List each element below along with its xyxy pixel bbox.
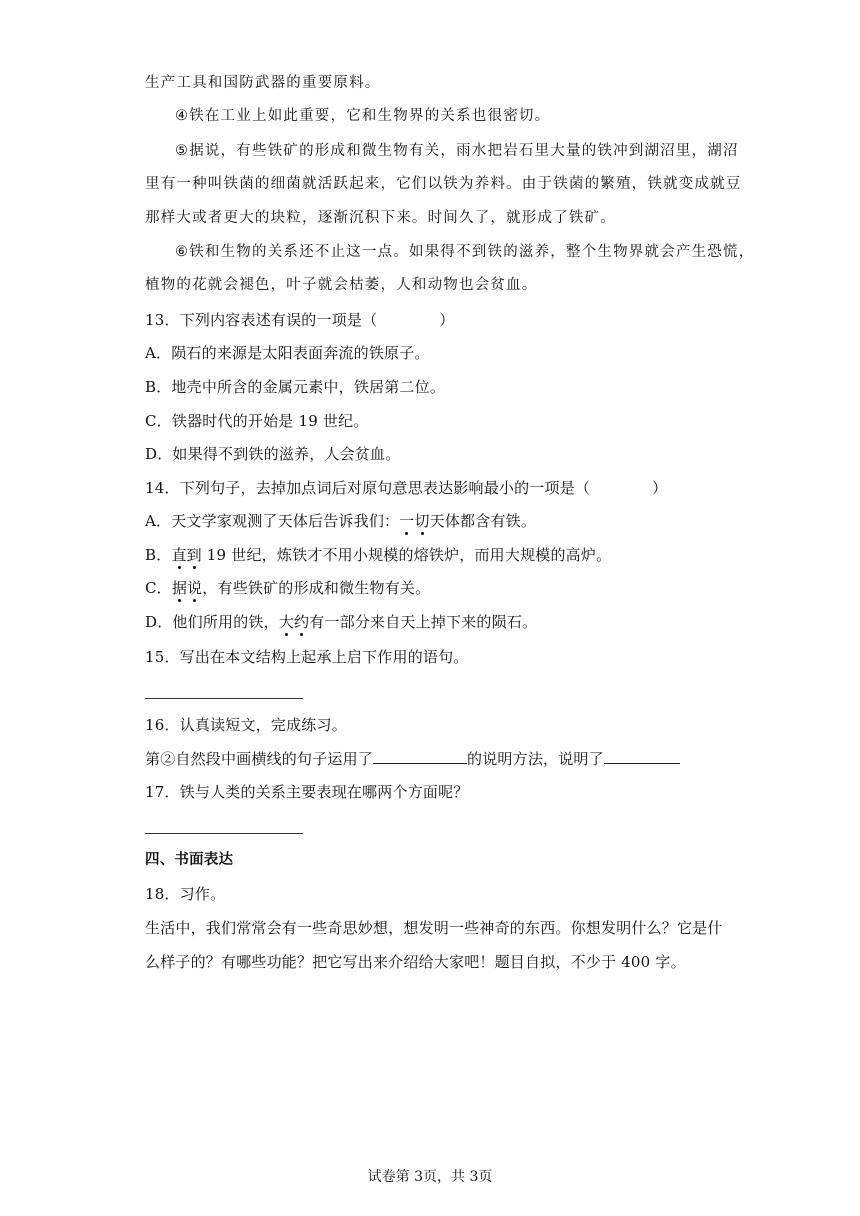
question-17-stem: 17．铁与人类的关系主要表现在哪两个方面呢？	[145, 783, 469, 801]
question-14-option-d	[145, 612, 537, 632]
question-13-stem	[145, 310, 455, 330]
question-14-option-b	[145, 545, 611, 565]
option-text: A．天文学家观测了天体后告诉我们：	[145, 512, 400, 530]
passage-paragraph-5-line-1: ⑤据说，有些铁矿的形成和微生物有关，雨水把岩石里大量的铁冲到湖沼里，湖沼	[175, 143, 739, 159]
option-label: B．	[145, 546, 172, 564]
dotted-word: 直	[171, 546, 187, 564]
option-text: D．他们所用的铁，	[145, 613, 279, 631]
fill-blank-explain[interactable]	[604, 749, 680, 764]
passage-paragraph-5-line-3: 那样大或者更大的块粒，逐渐沉积下来。时间久了，就形成了铁矿。	[145, 210, 616, 226]
dotted-word: 大	[278, 613, 295, 631]
question-13-option-a: A．陨石的来源是太阳表面奔流的铁原子。	[145, 344, 430, 362]
question-18-prompt-line-1: 生活中，我们常常会有一些奇思妙想，想发明一些神奇的东西。你想发明什么？它是什	[145, 919, 723, 937]
passage-paragraph-4: ④铁在工业上如此重要，它和生物界的关系也很密切。	[175, 108, 551, 124]
question-16-stem: 16．认真读短文，完成练习。	[145, 716, 347, 734]
dotted-word: 到	[186, 546, 202, 564]
option-text: 天体都含有铁。	[429, 512, 537, 530]
question-14-text: 14．下列句子，去掉加点词后对原句意思表达影响最小的一项是（	[145, 479, 591, 497]
fill-blank-method[interactable]	[373, 749, 467, 764]
question-14-stem	[145, 478, 667, 498]
section-heading: 四、书面表达	[145, 852, 234, 868]
dotted-word: 据	[171, 579, 188, 597]
question-15-answer-line[interactable]	[145, 698, 303, 699]
option-text: ，有些铁矿的形成和微生物有关。	[202, 579, 431, 597]
fill-text: 第②自然段中画横线的句子运用了	[145, 750, 374, 768]
option-label: C．	[145, 579, 172, 597]
passage-paragraph-6-line-1: ⑥铁和生物的关系还不止这一点。如果得不到铁的滋养，整个生物界就会产生恐慌，	[175, 244, 755, 260]
option-text: 有一部分来自天上掉下来的陨石。	[309, 613, 538, 631]
question-13-option-b: B．地壳中所含的金属元素中，铁居第二位。	[145, 378, 446, 396]
page-footer: 试卷第 3页，共 3页	[367, 1169, 493, 1185]
question-18-prompt-line-2: 么样子的？有哪些功能？把它写出来介绍给大家吧！题目自拟，不少于 400 字。	[145, 953, 686, 971]
question-16-fill-line	[145, 749, 680, 769]
fill-text: 的说明方法，说明了	[467, 750, 604, 768]
paren-close: ）	[652, 479, 668, 497]
passage-line-1: 生产工具和国防武器的重要原料。	[145, 75, 381, 91]
passage-paragraph-5-line-2: 里有一种叫铁菌的细菌就活跃起来，它们以铁为养料。由于铁菌的繁殖，铁就变成就豆	[145, 176, 742, 192]
question-13-text: 13．下列内容表述有误的一项是（	[145, 311, 378, 329]
question-13-option-c: C．铁器时代的开始是 19 世纪。	[145, 412, 369, 430]
option-text: 19 世纪，炼铁才不用小规模的熔铁炉，而用大规模的高炉。	[201, 546, 612, 564]
paren-close: ）	[439, 311, 455, 329]
dotted-word: 约	[294, 613, 310, 631]
dotted-word: 一	[399, 512, 415, 530]
question-15-stem: 15．写出在本文结构上起承上启下作用的语句。	[145, 648, 469, 666]
question-14-option-c	[145, 578, 430, 598]
dotted-word: 切	[414, 512, 430, 530]
passage-paragraph-6-line-2: 植物的花就会褪色，叶子就会枯萎，人和动物也会贫血。	[145, 277, 538, 293]
question-18-stem: 18．习作。	[145, 885, 226, 903]
dotted-word: 说	[187, 579, 203, 597]
question-13-option-d: D．如果得不到铁的滋养，人会贫血。	[145, 445, 401, 463]
question-17-answer-line[interactable]	[145, 833, 303, 834]
question-14-option-a	[145, 511, 536, 531]
